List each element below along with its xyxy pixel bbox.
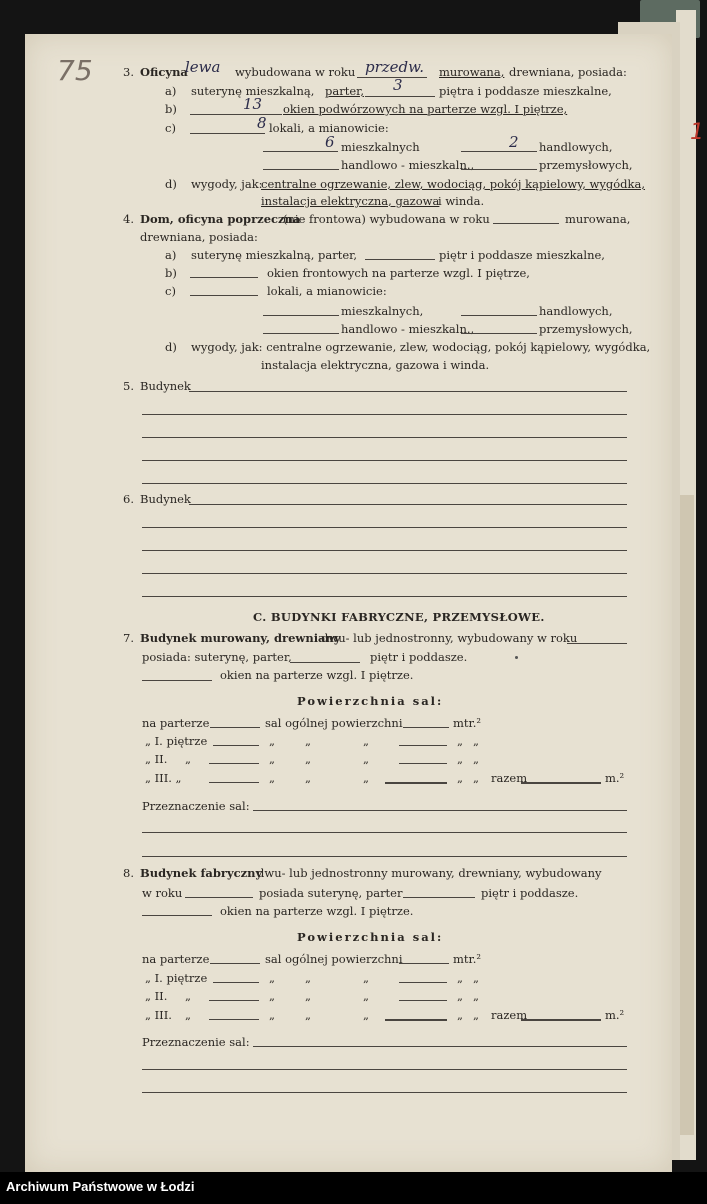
s4-industrial: przemysłowych, xyxy=(539,322,633,336)
s7-ditto-1c: „ xyxy=(363,734,369,748)
s3-d-text2: instalacja elektryczna, gazowa xyxy=(261,194,440,208)
s7-ditto-1b: „ xyxy=(305,734,311,748)
s3-materials-u: murowana, xyxy=(439,65,505,79)
s3-hw-year: przedw. xyxy=(365,58,424,76)
s7-ground: na parterze xyxy=(142,716,210,730)
s3-commres: handlowo - mieszkaln., xyxy=(341,158,475,172)
s8-floor1: „ I. piętrze xyxy=(145,971,208,985)
s7-ditto-3e: „ xyxy=(473,771,479,785)
page-number: 75 xyxy=(57,54,93,87)
s3-a-text2: piętra i poddasze mieszkalne, xyxy=(439,84,612,98)
s3-commercial: handlowych, xyxy=(539,140,613,154)
s3-hw-units: 8 xyxy=(257,114,267,132)
s7-floor3: „ III. „ xyxy=(145,771,182,785)
s4-commercial: handlowych, xyxy=(539,304,613,318)
s3-title: Oficyna xyxy=(140,65,188,79)
s3-a-label: a) xyxy=(165,84,177,98)
s7-ditto-2a: „ xyxy=(269,752,275,766)
s4-a-label: a) xyxy=(165,248,177,262)
s7-ditto-2z: „ xyxy=(185,752,191,766)
s3-hw-windows: 13 xyxy=(243,95,263,113)
s3-hw-comm: 2 xyxy=(509,133,519,151)
s4-title-rest: (nie frontowa) wybudowana w roku xyxy=(283,212,490,226)
s7-ditto-1d: „ xyxy=(457,734,463,748)
s8-ditto-1b: „ xyxy=(305,971,311,985)
s8-ditto-3e: „ xyxy=(473,1008,479,1022)
s7-ditto-1a: „ xyxy=(269,734,275,748)
s3-num: 3. xyxy=(123,65,134,79)
s4-a-text: suterynę mieszkalną, parter, xyxy=(191,248,358,262)
s4-b-label: b) xyxy=(165,266,177,280)
s4-d-label: d) xyxy=(165,340,177,354)
s4-commres: handlowo - mieszkaln., xyxy=(341,322,475,336)
s7-unit: mtr.² xyxy=(453,716,482,730)
s3-materials-rest: drewniana, posiada: xyxy=(509,65,627,79)
s7-ditto-1e: „ xyxy=(473,734,479,748)
s7-ditto-2e: „ xyxy=(473,752,479,766)
s3-industrial: przemysłowych, xyxy=(539,158,633,172)
s7-floor1: „ I. piętrze xyxy=(145,734,208,748)
s8-ditto-2e: „ xyxy=(473,989,479,1003)
s8-title-rest: dwu- lub jednostronny murowany, drewniany, wybudowany xyxy=(257,866,602,880)
s3-hw-floors: 3 xyxy=(393,76,403,94)
s8-ditto-1e: „ xyxy=(473,971,479,985)
s7-unit2: m.² xyxy=(605,771,625,785)
s4-b-text: okien frontowych na parterze wzgl. I piętrze, xyxy=(267,266,530,280)
s3-built: wybudowana w roku xyxy=(235,65,356,79)
s4-title: Dom, oficyna poprzeczna xyxy=(140,212,301,226)
s7-ditto-3b: „ xyxy=(305,771,311,785)
s3-c-label: c) xyxy=(165,121,176,135)
s7-ditto-3a: „ xyxy=(269,771,275,785)
s8-ditto-2d: „ xyxy=(457,989,463,1003)
s4-residential: mieszkalnych, xyxy=(341,304,424,318)
s3-d-label: d) xyxy=(165,177,177,191)
s8-unit: mtr.² xyxy=(453,952,482,966)
s8-line2c: piętr i poddasze. xyxy=(481,886,579,900)
s7-ditto-2d: „ xyxy=(457,752,463,766)
s8-ditto-2c: „ xyxy=(363,989,369,1003)
s3-d-text2-rest: i winda. xyxy=(438,194,485,208)
s8-ditto-2z: „ xyxy=(185,989,191,1003)
s7-title: Budynek murowany, drewniany xyxy=(140,631,341,645)
s4-c-label: c) xyxy=(165,284,176,298)
s3-residential: mieszkalnych xyxy=(341,140,420,154)
s7-ditto-3d: „ xyxy=(457,771,463,785)
s8-ditto-1a: „ xyxy=(269,971,275,985)
red-annotation: 1 xyxy=(690,120,704,145)
s3-b-text: okien podwórzowych na parterze wzgl. I piętrze, xyxy=(283,102,568,116)
s6-title: Budynek xyxy=(140,492,191,506)
form-page xyxy=(25,34,672,1172)
section-c-heading: C. BUDYNKI FABRYCZNE, PRZEMYSŁOWE. xyxy=(253,610,545,624)
s6-num: 6. xyxy=(123,492,134,506)
s3-hw-wing: lewa xyxy=(185,58,221,76)
s4-d-text2: instalacja elektryczna, gazowa i winda. xyxy=(261,358,490,372)
s4-d-text: wygody, jak: centralne ogrzewanie, zlew, wodociąg, pokój kąpielowy, wygódka, xyxy=(191,340,651,354)
s8-line2a: w roku xyxy=(142,886,183,900)
s5-num: 5. xyxy=(123,379,134,393)
s5-title: Budynek xyxy=(140,379,191,393)
s8-floor2: „ II. xyxy=(145,989,168,1003)
s8-line2b: posiada suterynę, parter xyxy=(259,886,403,900)
s7-ditto-2b: „ xyxy=(305,752,311,766)
s8-num: 8. xyxy=(123,866,134,880)
s7-halls: sal ogólnej powierzchni xyxy=(265,716,403,730)
s7-area-heading: Powierzchnia sal: xyxy=(297,694,444,708)
s8-ditto-3z: „ xyxy=(185,1008,191,1022)
s3-b-label: b) xyxy=(165,102,177,116)
s3-hw-res: 6 xyxy=(325,133,335,151)
s3-d-prefix: wygody, jak: xyxy=(191,177,263,191)
s8-ground: na parterze xyxy=(142,952,210,966)
s4-line2: drewniana, posiada: xyxy=(140,230,258,244)
s8-ditto-1c: „ xyxy=(363,971,369,985)
s8-ditto-2b: „ xyxy=(305,989,311,1003)
s3-c-text: lokali, a mianowicie: xyxy=(269,121,389,135)
s8-ditto-2a: „ xyxy=(269,989,275,1003)
s7-ditto-2c: „ xyxy=(363,752,369,766)
s8-halls: sal ogólnej powierzchni xyxy=(265,952,403,966)
s7-purpose: Przeznaczenie sal: xyxy=(142,799,250,813)
s8-razem: razem xyxy=(491,1008,528,1022)
s4-c-text: lokali, a mianowicie: xyxy=(267,284,387,298)
s3-a-text: suterynę mieszkalną, xyxy=(191,84,315,98)
s4-a-text2: piętr i poddasze mieszkalne, xyxy=(439,248,605,262)
archive-name: Archiwum Państwowe w Łodzi xyxy=(6,1179,195,1194)
s7-razem: razem xyxy=(491,771,528,785)
s8-title: Budynek fabryczny xyxy=(140,866,263,880)
s7-num: 7. xyxy=(123,631,134,645)
s3-parter: parter, xyxy=(325,84,365,98)
s8-ditto-3c: „ xyxy=(363,1008,369,1022)
s7-line2a: posiada: suterynę, parter, xyxy=(142,650,292,664)
s8-ditto-3b: „ xyxy=(305,1008,311,1022)
archive-footer xyxy=(0,1172,707,1204)
s8-ditto-1d: „ xyxy=(457,971,463,985)
s3-d-text: centralne ogrzewanie, zlew, wodociąg, pokój kąpielowy, wygódka, xyxy=(261,177,646,191)
s7-line3: okien na parterze wzgl. I piętrze. xyxy=(220,668,414,682)
s8-floor3: „ III. xyxy=(145,1008,172,1022)
s8-ditto-3a: „ xyxy=(269,1008,275,1022)
s8-unit2: m.² xyxy=(605,1008,625,1022)
s7-floor2: „ II. xyxy=(145,752,168,766)
s7-line2b: piętr i poddasze. xyxy=(370,650,468,664)
s8-line3: okien na parterze wzgl. I piętrze. xyxy=(220,904,414,918)
s8-purpose: Przeznaczenie sal: xyxy=(142,1035,250,1049)
s7-ditto-3c: „ xyxy=(363,771,369,785)
s7-title-rest: dwu- lub jednostronny, wybudowany w roku xyxy=(321,631,578,645)
s8-area-heading: Powierzchnia sal: xyxy=(297,930,444,944)
s4-num: 4. xyxy=(123,212,134,226)
adjacent-page-edge xyxy=(680,495,694,1135)
s8-ditto-3d: „ xyxy=(457,1008,463,1022)
s4-materials: murowana, xyxy=(565,212,631,226)
